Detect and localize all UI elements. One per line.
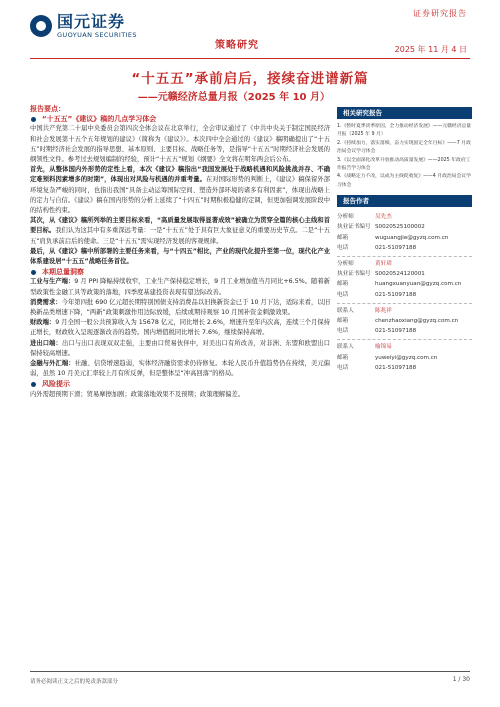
- paragraph-fiscal: 财政端：9 月全国一般公共预算收入为 15678 亿元，同比增长 2.6%，增速升至年内次高，连续三个月保持正增长，财政收入呈现逐渐改善的趋势。国内增值税同比增长 7.6%，继续保持高增。: [30, 319, 331, 337]
- cert-number: S0020524120001: [375, 271, 425, 278]
- paragraph-industry: 工业与生产端：9 月 PPI 降幅持续收窄，工业生产保持稳定增长，9 月工业增加值当月同比+6.5%。随着新型政策性金融工具等政策的落地，四季度基建投资表现有望边际改善。: [30, 278, 330, 296]
- logo-chinese-name: 国元证券: [57, 12, 126, 31]
- related-reports-heading: 相关研究报告: [337, 107, 472, 119]
- contact-card: 联系人 陈兆祥 邮箱 chenzhaoxiang@gyzq.com.cn 电话 021-51097188: [337, 303, 472, 337]
- paragraph-goals: 其次，从《建议》稿所列举的主要目标来看，“高质量发展取得显著成效”被确立为贯穿全篇的核心主线和首要目标。我们认为这其中有多重深远考量：一是“十五五”处于具有巨大象征意义的重要历史节点。二是“十五五”肩负承前启后的使命。三是“十五五”需实现经济发展的客观规律。: [30, 217, 330, 245]
- report-date: 2025 年 11 月 4 日: [394, 45, 467, 54]
- author-card: 分析师 吴先杰 执业证书编号 S0020525100002 邮箱 wuguangjie@gyzq.com.cn 电话 021-51097188: [337, 210, 472, 253]
- contact-email[interactable]: yuweiyi@gyzq.com.cn: [375, 354, 438, 361]
- related-reports-list: [337, 123, 472, 190]
- paragraph-finance: 金融与外汇端：社融、信贷增速趋弱，实体经济融资需求仍待修复。本轮人民币升值趋势仍在持续，美元偏弱，虽然 10 月美元汇率较上月有所反弹，但是整体呈“冲高回落”的格局。: [30, 360, 331, 378]
- paragraph-plenum: 中国共产党第二十届中央委员会第四次全体会议在北京举行，全会审议通过了《中共中央关于制定国民经济和社会发展第十五个五年规划的建议》（简称为《建议》）。本次四中全会通过的《建议》稿明确提出了“十五五”时期经济社会发展的指导思想、基本原则、主要目标、战略任务等，是指导“十五五”时期经济社会发展的纲领性文件。参考过去规划编制的经验，预计“十五五”规划《纲要》全文将在明年两会后公布。: [30, 125, 330, 164]
- author-name: 黄轩珺: [375, 261, 392, 268]
- report-subtitle: ——元赣经济总量月报（2025 年 10 月）: [137, 92, 330, 103]
- section-heading-plan: “十五五”《建议》稿的几点学习体会: [30, 114, 330, 124]
- report-body: [30, 104, 330, 400]
- page-number: 1 / 30: [452, 676, 470, 683]
- report-type: 策略研究: [215, 40, 259, 51]
- author-list: [337, 210, 472, 373]
- contact-phone: 021-51097188: [375, 364, 417, 371]
- related-report-item[interactable]: 2.《持续加力，落实落细，奋力实现固定全年目标》——7 月政治局会议学习体会: [337, 140, 471, 155]
- contact-phone: 021-51097188: [375, 328, 417, 335]
- related-report-item[interactable]: 3.《以全面深化改革开放推动高质量发展》——2025 年政府工作报告学习体会: [337, 157, 471, 172]
- section-heading-risk: 风险提示: [30, 379, 330, 389]
- contact-name: 喻锦易: [375, 344, 392, 351]
- related-report-item[interactable]: 1.《暂时夏季淡季原因，全力推动经济发展》——元赣经济总量月报（2025 年 9 月）: [337, 124, 472, 138]
- author-card: 分析师 黄轩珺 执业证书编号 S0020524120001 邮箱 huangxuanyuan@gyzq.com.cn 电话 021-51097188: [337, 256, 472, 300]
- logo-english-name: GUOYUAN SECURITIES: [57, 31, 137, 39]
- paragraph-risk: 内外需超预期下滑；贸易摩擦加剧；政策落地效果不及预期；政策理解偏差。: [30, 390, 245, 398]
- footer-disclaimer: 请务必阅读正文之后的免责条款部分: [30, 679, 119, 685]
- document-type: 证券研究报告: [413, 9, 467, 18]
- report-title: “十五五”承前启后，接续奋进谱新篇: [131, 71, 369, 87]
- contact-card: 联系人 喻锦易 邮箱 yuweiyi@gyzq.com.cn 电话 021-51097188: [337, 339, 472, 373]
- contact-email[interactable]: chenzhaoxiang@gyzq.com.cn: [375, 318, 459, 325]
- author-phone: 021-51097188: [375, 244, 417, 251]
- author-name: 吴先杰: [375, 214, 392, 221]
- author-phone: 021-51097188: [375, 291, 417, 298]
- summary-label: 报告要点：: [30, 105, 65, 113]
- authors-heading: 报告作者: [337, 195, 472, 207]
- sidebar: [337, 107, 472, 373]
- paragraph-trade: 进出口端：出口与出口表现双双走强，主要由口贸易伙伴中，对美出口有所改善，对非洲、东盟和欧盟出口保持较高增速。: [30, 339, 331, 357]
- footer-divider: [30, 671, 470, 672]
- logo-emblem-icon: [30, 15, 52, 37]
- bullet-icon: [31, 270, 36, 275]
- paragraph-tasks: 最后，从《建议》稿中所部署的主要任务来看，与“十四五”相比，产业的现代化提升至第一位，现代化产业体系建设居“十五五”战略任务首位。: [30, 247, 330, 266]
- bullet-icon: [31, 117, 36, 122]
- paragraph-situation: 首先，从整体国内外形势的定性上看，本次《建议》稿指出“我国发展处于战略机遇和风险挑战并存、不确定难预料因素增多的时期”，体现出对风险与机遇的并重考量。在对国际形势的判断上，《建议》稿保留外部环境复杂严峻的同时，也指出我国“具备主动运筹国际空间、塑造外部环境的诸多有利因素”，体现出战略上的定力与自信。《建议》稿在国内形势的分析上延续了“十四五”时期积极稳健的定调，但更加强调发展阶段中的结构性约束。: [30, 166, 331, 215]
- related-report-item[interactable]: 4.《战略定力不改，以成为主线促收复》——4 月政治局会议学习体会: [337, 174, 471, 188]
- report-header: [0, 0, 500, 62]
- cert-number: S0020525100002: [375, 224, 425, 231]
- contact-name: 陈兆祥: [375, 307, 392, 314]
- section-heading-insight: 本期总量洞察: [30, 267, 330, 277]
- header-divider: [30, 58, 470, 59]
- author-email[interactable]: huangxuanyuan@gyzq.com.cn: [375, 281, 462, 288]
- paragraph-consumption: 消费需求：今年第四批 690 亿元超长期特别国债支持消费品以旧换新资金已于 10 月下达，适际来看，以旧换新品类增速下降，“两新”政策刺激作用边际放缓，后续或期待观察 10 月国补资金刺激效果。: [30, 298, 331, 317]
- company-logo: [30, 14, 137, 39]
- author-email[interactable]: wuguangjie@gyzq.com.cn: [375, 234, 449, 241]
- bullet-icon: [31, 382, 36, 387]
